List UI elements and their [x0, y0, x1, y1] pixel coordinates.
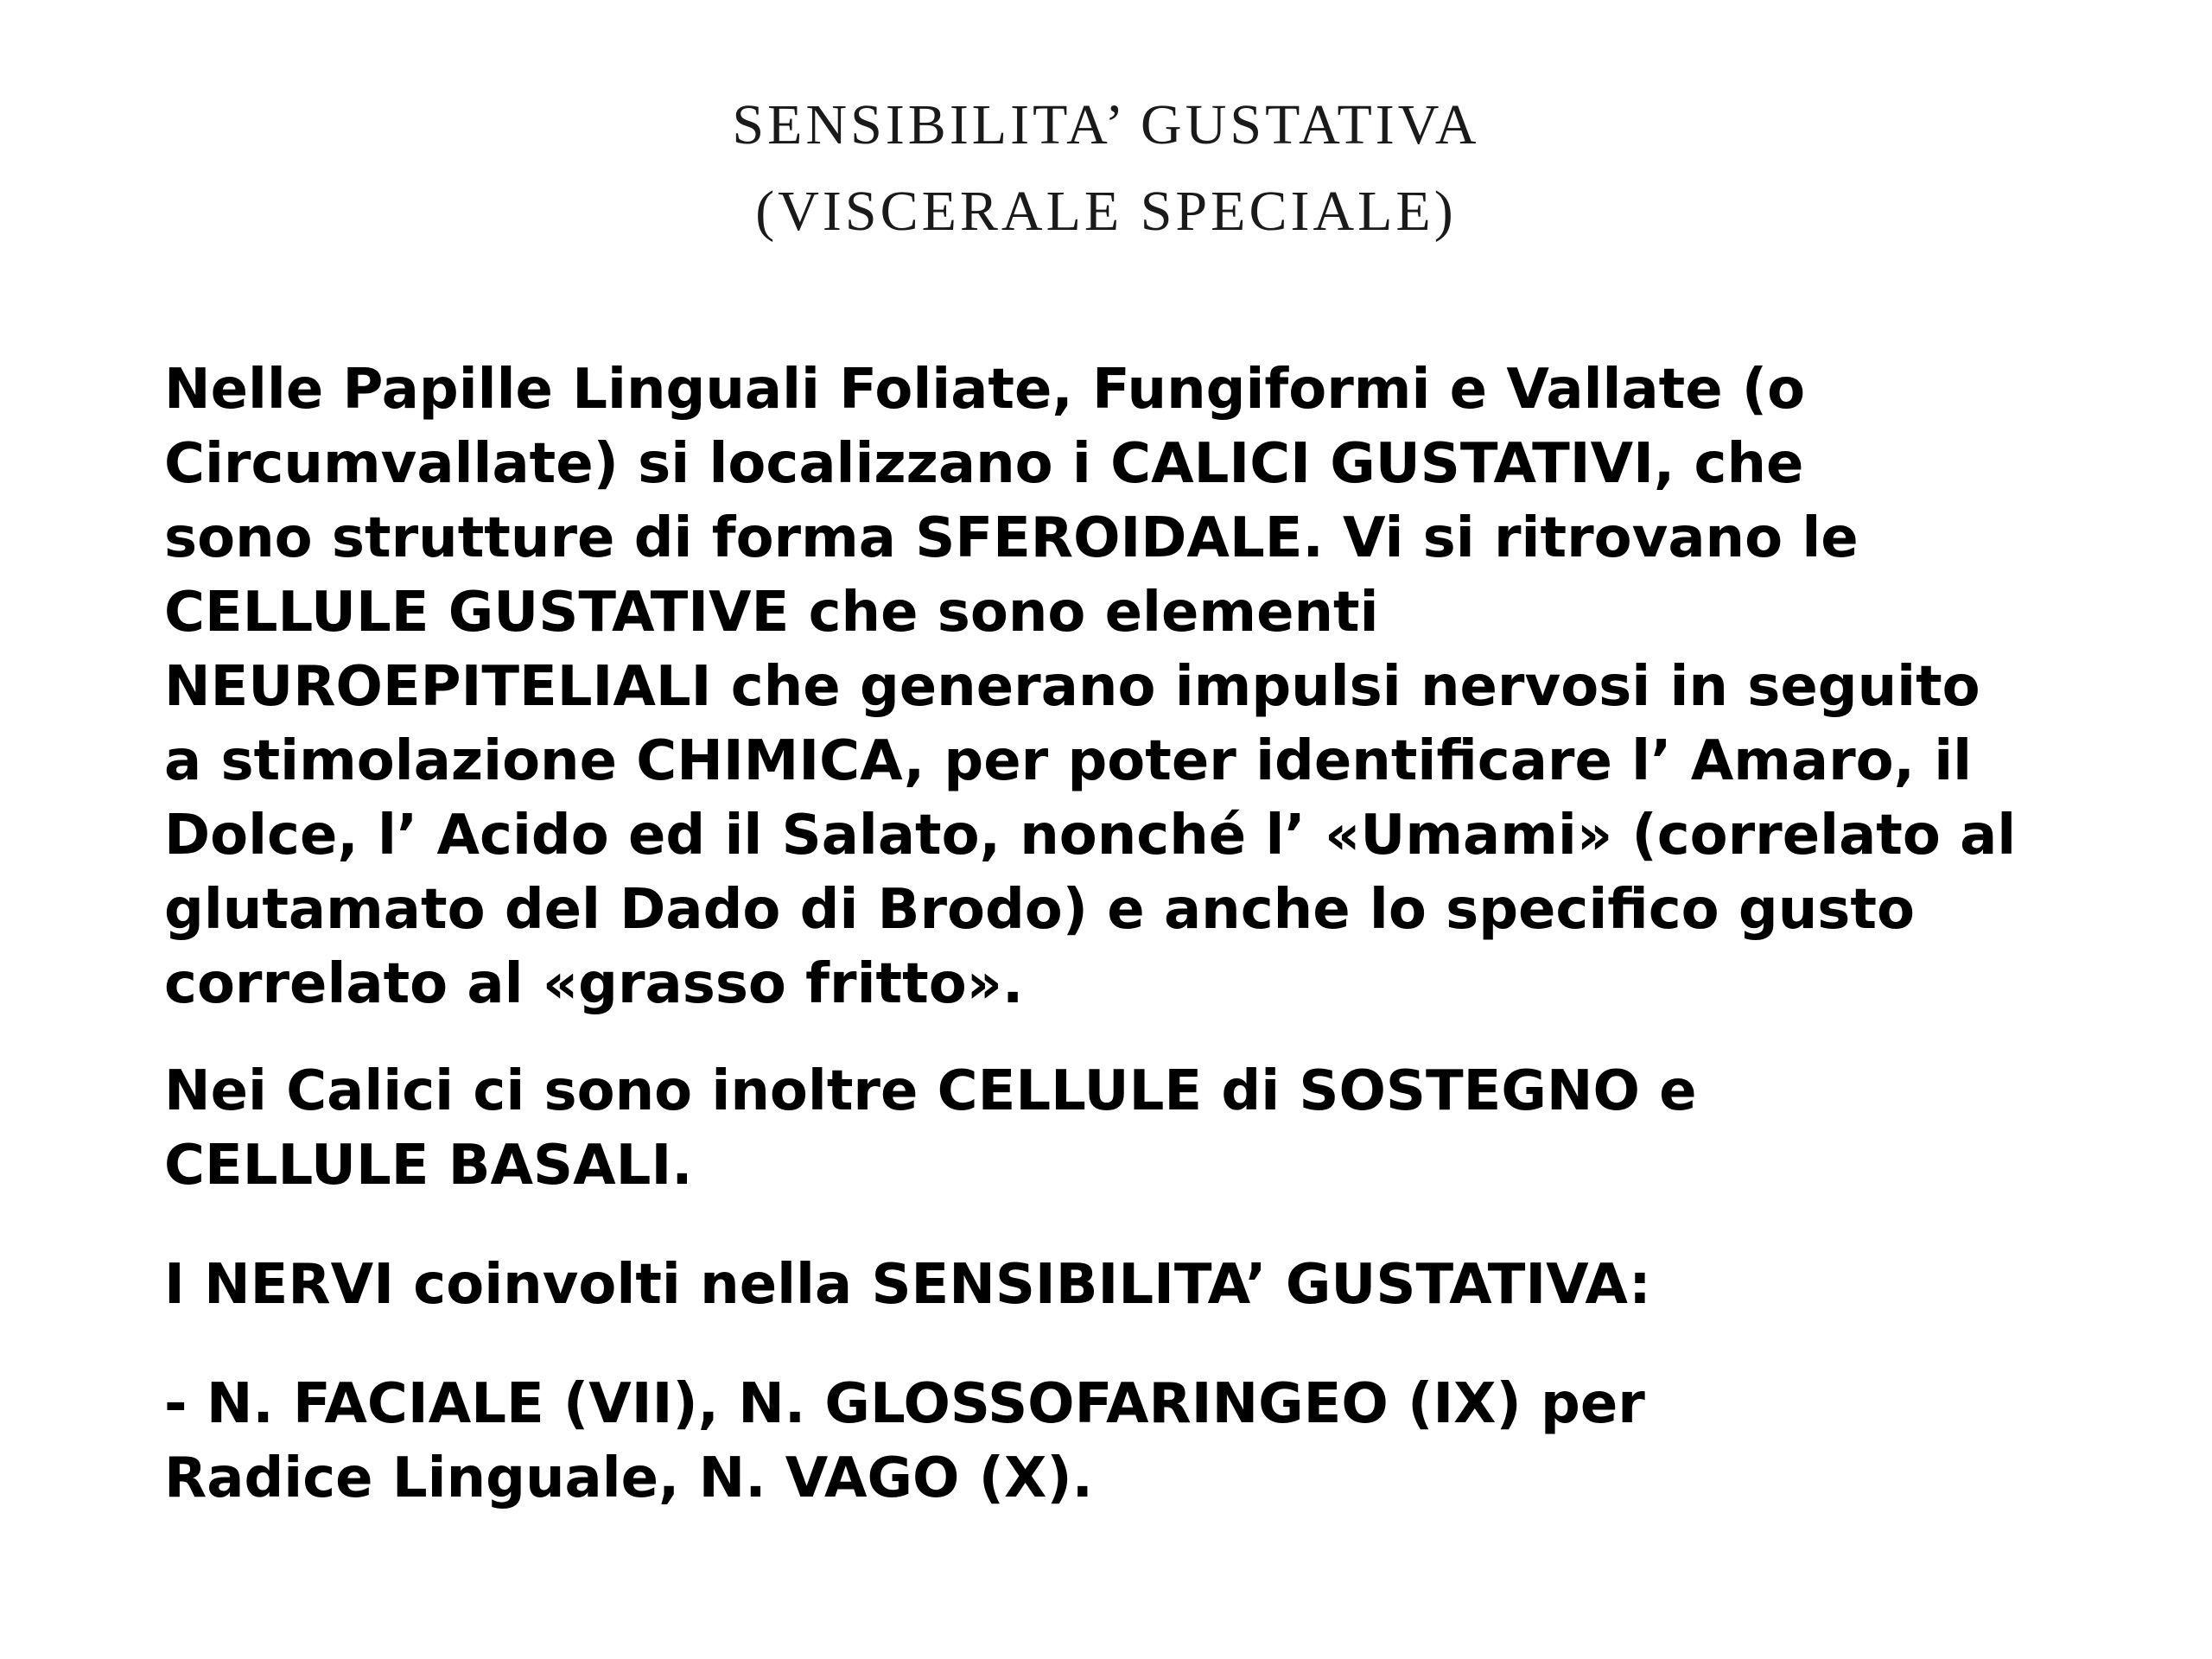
paragraph-nerves-list [164, 1367, 2186, 1516]
text-line: Dolce, l’ Acido ed il Salato, nonché l’ «Umami» (correlato al [164, 804, 2017, 868]
text-line: CELLULE GUSTATIVE che sono elementi [164, 581, 1379, 645]
slide-title: SENSIBILITA’ GUSTATIVA [732, 93, 1480, 156]
text-line: glutamato del Dado di Brodo) e anche lo specifico gusto [164, 878, 1915, 942]
text-line: Nei Calici ci sono inoltre CELLULE di SOSTEGNO e [164, 1059, 1697, 1123]
text-line: CELLULE BASALI. [164, 1134, 693, 1198]
paragraph-support-cells [164, 1054, 2186, 1203]
text-line: NEUROEPITELIALI che generano impulsi nervosi in seguito [164, 655, 1980, 719]
text-line: Radice Linguale, N. VAGO (X). [164, 1446, 1093, 1510]
text-line: Circumvallate) si localizzano i CALICI GUSTATIVI, che [164, 432, 1804, 496]
text-line: I NERVI coinvolti nella SENSIBILITA’ GUSTATIVA: [164, 1253, 1651, 1317]
text-line: correlato al «grasso fritto». [164, 952, 1024, 1016]
text-line: Nelle Papille Linguali Foliate, Fungiformi e Vallate (o [164, 358, 1806, 422]
slide-subtitle: (VISCERALE SPECIALE) [755, 180, 1457, 243]
text-line: a stimolazione CHIMICA, per poter identificare l’ Amaro, il [164, 729, 1973, 793]
text-line: sono strutture di forma SFEROIDALE. Vi si ritrovano le [164, 506, 1859, 570]
paragraph-nerves-heading [164, 1248, 2186, 1322]
text-line: - N. FACIALE (VII), N. GLOSSOFARINGEO (IX) per [164, 1372, 1645, 1436]
paragraph-taste-buds [164, 353, 2186, 1021]
